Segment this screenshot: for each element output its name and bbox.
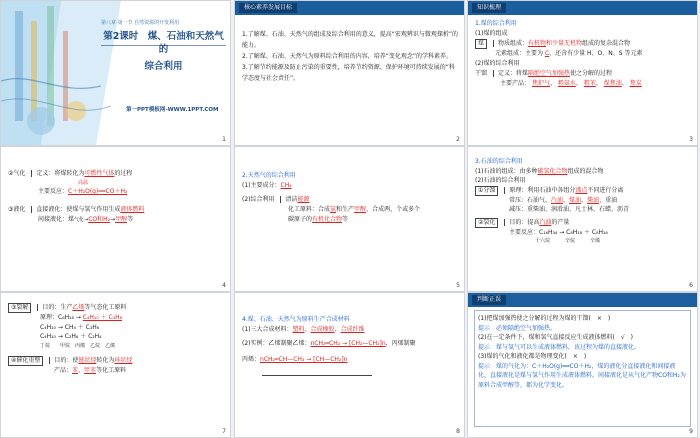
answer-blank: 液体燃料	[120, 206, 145, 213]
slide-number: 4	[222, 282, 226, 289]
slide-thumbnail-2[interactable]	[235, 1, 464, 145]
answer-blank: 甲苯	[84, 366, 97, 374]
slide-number: 6	[689, 282, 693, 289]
slide-header-tag: 判断正误	[472, 295, 506, 305]
slide-number: 9	[689, 428, 693, 435]
slide-thumbnail-1[interactable]	[1, 1, 230, 145]
answer-line	[262, 375, 372, 376]
answer-blank: 合成橡胶	[310, 326, 335, 333]
answer-blank: 隔绝空气加强热	[527, 70, 570, 77]
answer-blank: CH₄	[280, 182, 292, 189]
slide-thumbnail-4[interactable]	[1, 147, 230, 291]
slide-body	[478, 314, 687, 390]
answer-blank: 焦炭	[629, 80, 642, 87]
pyrolysis-box: ③裂解	[8, 303, 31, 313]
section-heading: 2.天然气的综合利用	[242, 172, 296, 179]
slide-number: 2	[456, 136, 460, 143]
answer-blank: 焦炉气	[531, 80, 550, 87]
quiz-hint: 提示 必须隔绝空气加强热。	[478, 324, 557, 332]
slide-thumbnail-9[interactable]	[468, 293, 697, 437]
answer-blank: 汽油	[539, 218, 552, 226]
slide-number: 1	[222, 136, 226, 143]
slide-header-tag: 核心素养发展目标	[239, 3, 297, 13]
answer-blank: 甲醇	[115, 216, 128, 223]
slide-number: 8	[456, 428, 460, 435]
slide-body: ③裂解 目的：生产乙烯等气态化工原料 原理：C₈H₁₈ → C₄H₁₀ ＋ C₄H₈ C₄H₁₀ → CH₄ ＋ C₃H₆ C₄H₁₀ → C₂H₆ ＋ C₂H₄ 丁烷 甲烷 丙烯 乙烷 乙烯 ④催化重整 目的：使链状烃转化为环状烃 产品：苯、甲苯等化工原料	[8, 303, 224, 375]
slide-number: 3	[689, 136, 693, 143]
section-heading: 4.煤、石油、天然气为原料生产合成材料	[242, 316, 350, 323]
answer-blank: 乙烯	[72, 304, 85, 311]
slide-title-line2: 综合利用	[144, 61, 183, 72]
slide-breadcrumb: 第八章 第一节 自然资源的开发利用	[101, 20, 180, 26]
answer-blank: C₄H₁₀ ＋ C₄H₈	[82, 314, 123, 321]
slide-thumbnail-7[interactable]	[1, 293, 230, 437]
slide-title-line1: 第2课时 煤、石油和天然气的	[103, 31, 224, 55]
slide-number: 7	[222, 428, 226, 435]
dry-label: 干馏	[475, 70, 488, 77]
coal-box: 煤	[475, 39, 487, 49]
answer-blank: 粗氨水	[557, 80, 576, 87]
quiz-hint: 提示 煤与氢气可以生成液体燃料，该过程为煤的直接液化。	[478, 343, 641, 351]
slide-header-bar	[468, 1, 697, 15]
answer-blank: CO和H₂	[88, 216, 111, 223]
section-heading: 3.石油的综合利用	[475, 158, 523, 165]
bracket: 物质组成：有机物和少量无机物组成的复杂混合物	[493, 40, 630, 47]
slide-body: 4.煤、石油、天然气为原料生产合成材料 (1)三大合成材料：塑料、合成橡胶、合成纤维 (2)实例：乙烯制聚乙烯：nCH₂═CH₂ → [CH₂—CH₂]n，丙烯制聚 丙烯：nCH₂═CH—CH₃ → [CH—CH₂]n	[242, 315, 458, 376]
answer-blank: 甲醇	[354, 206, 367, 213]
answer-blank: 合成纤维	[340, 326, 365, 333]
quiz-question: (2)在一定条件下，煤和氢气直接反应生成液体燃料( √ )	[478, 334, 634, 341]
answer-blank: nCH₂═CH₂ → [CH₂—CH₂]n	[310, 340, 386, 347]
answer-blank: 沸点	[575, 186, 588, 194]
slide-body: 3.石油的综合利用 (1)石油的组成：由多种碳氢化合物组成的混合物 (2)石油的综合利用 ①分馏 原理：利用石油中各组分沸点不同进行分离 常压：石油气、汽油、煤油、柴油、重油 减压：重柴油、润滑油、凡士林、石蜡、沥青 ②裂化 目的：提高汽油的产量 主要反应：C₁₆H₃₄ → C₈H₁₈ ＋ C₈H₁₆ 十六烷 辛烷 辛烯	[475, 157, 691, 245]
answer-blank: 链状烃	[78, 356, 97, 364]
answer-blank: 柴油	[587, 196, 600, 204]
answer-blank: 碳氢化合物	[537, 167, 568, 175]
answer-blank: 苯	[72, 366, 79, 374]
slide-header-bar	[468, 293, 697, 307]
fractionation-box: ①分馏	[475, 186, 498, 196]
answer-blank: 有机化合物	[312, 216, 343, 223]
objectives-list	[242, 29, 458, 84]
answer-blank: 有机物	[527, 40, 546, 47]
subheading: (1)煤的组成	[475, 30, 508, 37]
quiz-question: (3)煤的气化和液化都是物理变化( × )	[478, 353, 587, 360]
answer-blank: 粗苯	[583, 80, 596, 87]
objective-item: 2.了解煤、石油、天然气为原料综合利用的内容，培养“变化观念”的学科素养。	[242, 53, 452, 60]
answer-blank: 环状烃	[114, 356, 133, 364]
subheading: (2)煤的综合利用	[475, 60, 520, 67]
answer-blank: 能源	[297, 196, 310, 203]
answer-blank: 可燃性气体	[84, 170, 115, 177]
quiz-hint: 提示 煤的气化为：C＋H₂O(g)══CO＋H₂，煤的液化分直接液化和间接液化，直接液化是煤与氢气作用生成液体燃料，间接液化是从气化产物CO和H₂为原料合成甲醇等，都为化学变化。	[478, 362, 686, 389]
answer-blank: 汽油	[551, 196, 564, 204]
objective-item: 1.了解煤、石油、天然气的组成及综合利用的意义，提高“宏观辨识与微观探析”的能力。	[242, 31, 458, 49]
slide-body: 2.天然气的综合利用 (1)主要成分：CH₄ (2)综合利用 清洁能源 化工原料：合成氨和生产甲醇，合成两、个或多个 碳原子的有机化合物等	[242, 171, 458, 225]
site-watermark: 第一PPT模板网-WWW.1PPT.COM	[126, 107, 219, 113]
answer-blank: nCH₂═CH—CH₃ → [CH—CH₂]n	[260, 356, 348, 363]
answer-blank: 煤焦油	[603, 80, 622, 87]
title-area	[101, 19, 226, 73]
slide-body: 1.煤的综合利用 (1)煤的组成 煤 物质组成：有机物和少量无机物组成的复杂混合物 元素组成：主要为 C，还含有少量 H、O、N、S 等元素 (2)煤的综合利用 干馏 定义：将煤隔绝空气加强热使之分解的过程 主要产品： 焦炉气、 粗氨水、 粗苯、 煤焦油、 焦炭	[475, 19, 691, 89]
slide-thumbnail-6[interactable]	[468, 147, 697, 291]
reaction-condition: 高温	[78, 180, 89, 186]
answer-blank: C	[544, 50, 550, 57]
slide-body: ②气化 定义：将煤转化为可燃性气体的过程 高温 主要反应：C＋H₂O(g)══CO＋H₂ ③液化 直接液化：使煤与氢气作用生成液体燃料 间接液化：煤气化→CO和H₂→甲醇等	[8, 169, 224, 225]
answer-blank: C＋H₂O(g)══CO＋H₂	[68, 188, 128, 195]
slide-header-bar	[235, 1, 464, 15]
objective-item: 3.了解节约能源及防止污染的重要性，培养节约资源、保护环境可持续发展的“科学态度与社会责任”。	[242, 64, 455, 82]
slide-header-tag: 知识梳理	[472, 3, 506, 13]
reforming-box: ④催化重整	[8, 356, 43, 366]
answer-blank: 煤油	[569, 196, 582, 204]
cracking-box: ②裂化	[475, 218, 498, 228]
slide-thumbnail-3[interactable]	[468, 1, 697, 145]
quiz-question: (1)把煤加强热使之分解的过程为煤的干馏( × )	[478, 315, 611, 322]
answer-blank: 塑料	[292, 326, 305, 333]
section-heading: 1.煤的综合利用	[475, 20, 517, 27]
slide-number: 5	[456, 282, 460, 289]
slide-thumbnail-8[interactable]	[235, 293, 464, 437]
answer-blank: 氨	[330, 206, 337, 213]
slide-thumbnail-5[interactable]	[235, 147, 464, 291]
